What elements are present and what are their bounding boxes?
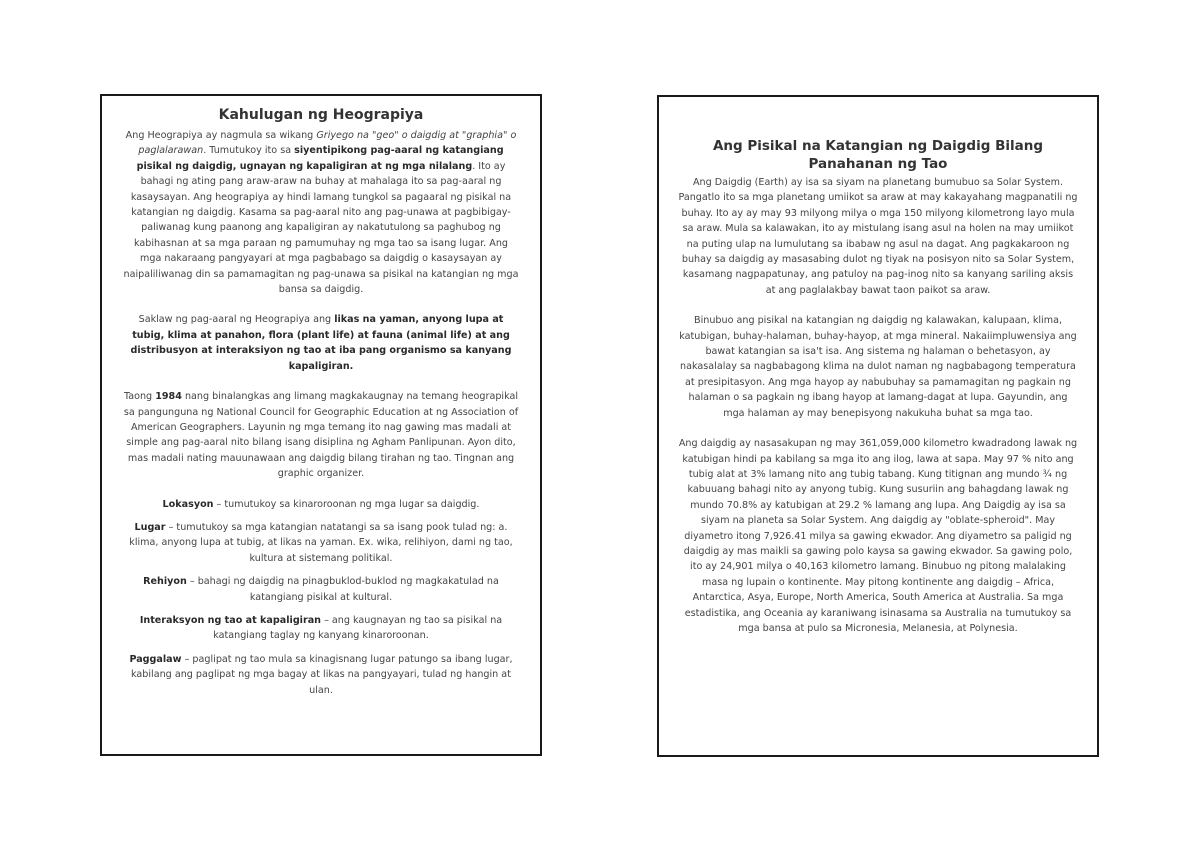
right-paragraph-physical: Binubuo ang pisikal na katangian ng daigdig ng kalawakan, kalupaan, klima, katubigan, buhay-halaman, buhay-hayop, at mga mineral. Nakaiimpluwensiya ang bawat katangian sa isa't isa. Ang sistema ng halaman o behetasyon, ay nakasalalay sa nagbabagong klima na dulot naman ng nagbabagong temperatura at presipitasyon. Ang mga hayop ay nabubuhay sa pamamagitan ng pagkain ng halaman o sa pagkain ng ibang hayop at lamang-dagat at lupa. Gayundin, ang mga halaman ay may benepisyong nakukuha buhat sa mga tao.: [679, 315, 1077, 419]
right-card: [657, 95, 1099, 757]
def-text-2: . Tumutukoy ito sa: [203, 145, 295, 157]
themes-year: 1984: [155, 391, 182, 403]
theme-term: Interaksyon ng tao at kapaligiran: [139, 614, 322, 626]
theme-desc: – tumutukoy sa kinaroroonan ng mga lugar sa daigdig.: [213, 498, 480, 510]
theme-desc: – tumutukoy sa mga katangian natatangi sa sa isang pook tulad ng: a. klima, anyong lupa at tubig, at likas na yaman. Ex. wika, relihiyon, dami ng tao, kultura at sistemang politikal.: [129, 521, 513, 564]
theme-desc: – ang kaugnayan ng tao sa pisikal na katangiang taglay ng kanyang kinaroroonan.: [213, 614, 503, 642]
themes-text-2: nang binalangkas ang limang magkakaugnay na temang heograpikal sa pangunguna ng National Council for Geographic Education at ng Association of American Geographers. Layunin ng mga temang ito nag gawing mas madali at simple ang pag-aaral nito bilang isang disiplina ng Agham Panlipunan. Ayon dito, mas madali nating mauunawaan ang daigdig bilang tirahan ng tao. Tingnan ang graphic organizer.: [123, 391, 519, 480]
theme-interaksyon: [122, 613, 520, 644]
left-title: Kahulugan ng Heograpiya: [218, 107, 424, 123]
theme-paggalaw: [122, 652, 520, 698]
left-paragraph-themes-intro: [122, 389, 520, 481]
scope-text-1: Saklaw ng pag-aaral ng Heograpiya ang: [138, 314, 335, 326]
def-text-3: . Ito ay bahagi ng ating pang araw-araw na buhay at mahalaga ito sa pag-aaral ng kasaysayan. Ang heograpiya ay hindi lamang tungkol sa pagaaral ng pisikal na katangian ng daigdig. Kasama sa pag-aaral nito ang pag-unawa at pagbibigay-paliwanag kung paanong ang kapaligiran ay nakatutulong sa paghubog ng kabihasnan at sa mga paraan ng pamumuhay ng mga tao sa isang lugar. Ang mga nakaraang pangyayari at mga pagbabago sa daigdig o kasaysayan ay naipaliliwanag din sa pamamagitan ng pag-unawa sa pisikal na katangian ng mga bansa sa daigdig.: [123, 160, 519, 296]
left-paragraph-definition: [122, 128, 520, 297]
theme-lokasyon: [122, 497, 520, 512]
right-paragraph-earth: Ang Daigdig (Earth) ay isa sa siyam na planetang bumubuo sa Solar System. Pangatlo ito sa mga planetang umiikot sa araw at may kakayahang magpanatili ng buhay. Ito ay ay may 93 milyong milya o mga 150 milyong kilometrong layo mula sa araw. Mula sa kalawakan, ito ay mistulang isang asul na holen na may umiikot na puting ulap na lumulutang sa ibabaw ng asul na dagat. Ang pagkakaroon ng buhay sa daigdig ay masasabing dulot ng tiyak na posisyon nito sa Solar System, kasamang nagpapatunay, ang patuloy na pag-inog nito sa kanyang sariling aksis at ang paglalakbay bawat taon paikot sa araw.: [678, 177, 1078, 296]
right-paragraph-statistics: Ang daigdig ay nasasakupan ng may 361,059,000 kilometro kwadradong lawak ng katubigan hindi pa kabilang sa mga ito ang ilog, lawa at sapa. May 97 % nito ang tubig alat at 3% lamang nito ang tubig tabang. Kung titignan ang mundo ¾ ng kabuuang bahagi nito ay anyong tubig. Kung susuriin ang bahagdang lawak ng mundo 70.8% ay katubigan at 29.2 % lamang ang lupa. Ang Daigdig ay isa sa siyam na planeta sa Solar System. Ang daigdig ay "oblate-spheroid". May diyametro itong 7,926.41 milya sa gawing ekwador. Ang diyametro sa paligid ng daigdig ay mas maikli sa gawing polo kaysa sa gawing ekwador. Sa gawing polo, ito ay 24,901 milya o 40,163 kilometro lamang. Binubuo ng pitong malalaking masa ng lupain o kontinente. May pitong kontinente ang daigdig – Africa, Antarctica, Asya, Europe, North America, South America at Australia. Sa mga estadistika, ang Oceania ay karaniwang isinasama sa Australia na tumutukoy sa mga bansa at pulo sa Micronesia, Melanesia, at Polynesia.: [678, 438, 1078, 634]
theme-desc: – paglipat ng tao mula sa kinagisnang lugar patungo sa ibang lugar, kabilang ang paglipat ng mga bagay at likas na pangyayari, tulad ng hangin at ulan.: [131, 653, 513, 696]
right-title: Ang Pisikal na Katangian ng Daigdig Bilang Panahanan ng Tao: [712, 138, 1044, 172]
theme-lugar: [122, 520, 520, 566]
def-highlight: siyentipikong pag-aaral ng katangiang pisikal ng daigdig, ugnayan ng kapaligiran at ng mga nilalang: [136, 145, 504, 172]
theme-term: Lugar: [134, 521, 166, 533]
themes-text-1: Taong: [123, 391, 156, 403]
theme-term: Rehiyon: [143, 576, 187, 588]
left-card: [100, 94, 542, 756]
theme-term: Paggalaw: [129, 653, 182, 665]
def-text-1: Ang Heograpiya ay nagmula sa wikang: [125, 130, 317, 141]
theme-rehiyon: [122, 574, 520, 605]
left-paragraph-scope: [122, 312, 520, 374]
def-etymology: Griyego na "geo" o daigdig at "graphia" o paglalarawan: [138, 130, 517, 157]
theme-term: Lokasyon: [162, 498, 214, 510]
scope-highlight: likas na yaman, anyong lupa at tubig, klima at panahon, flora (plant life) at fauna (animal life) at ang distribusyon at interaksiyon ng tao at iba pang organismo sa kanyang kapaligiran.: [130, 314, 512, 372]
theme-desc: – bahagi ng daigdig na pinagbuklod-buklod ng magkakatulad na katangiang pisikal at kultural.: [186, 576, 499, 603]
